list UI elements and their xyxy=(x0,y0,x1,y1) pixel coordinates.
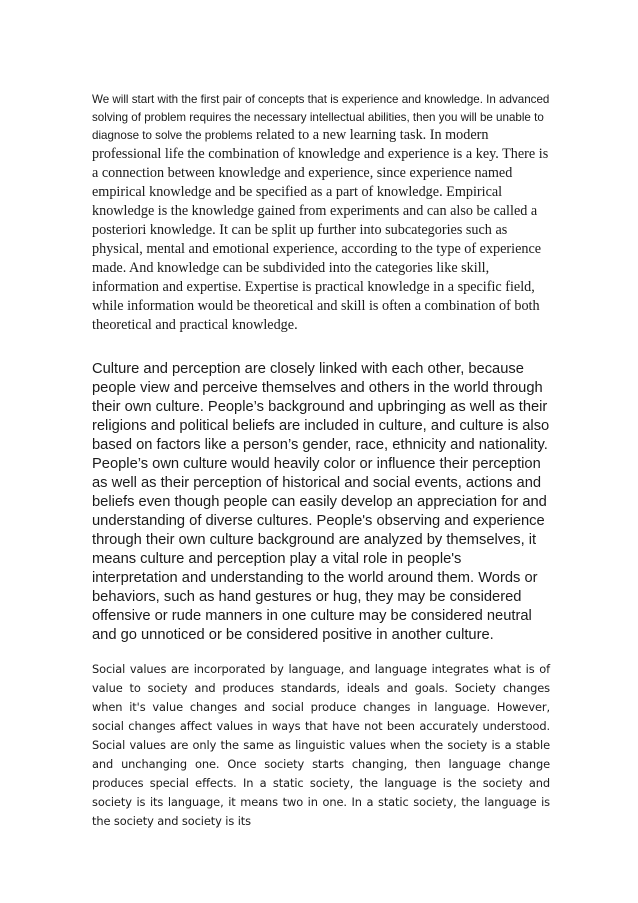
paragraph-social-values: Social values are incorporated by language, and language integrates what is of value to society and produces standards, ideals and goals. Society changes when it's value changes and social produce changes in language. However, social changes affect values in ways that have not been accurately understood. Social values are only the same as linguistic values when the society is a stable and unchanging one. Once society starts changing, then language change produces special effects. In a static society, the language is the society and society is its language, it means two in one. In a static society, the language is the society and society is its xyxy=(92,662,550,828)
paragraph-1-body: related to a new learning task. In modern professional life the combination of knowledge and experience is a key. There is a connection between knowledge and experience, since experience named empirical knowledge and be specified as a part of knowledge. Empirical knowledge is the knowledge gained from experiments and can also be called a posteriori knowledge. It can be split up further into subcategories such as physical, mental and emotional experience, according to the type of experience made. And knowledge can be subdivided into the categories like skill, information and expertise. Expertise is practical knowledge in a specific field, while information would be theoretical and skill is often a combination of both theoretical and practical knowledge. xyxy=(92,127,549,333)
document-page xyxy=(92,90,550,831)
paragraph-1-lead: We will start with the first pair of concepts that is experience and knowledge. In advanced solving of problem requires the necessary intellectual abilities, then you will be unable to diagnose to solve the problems xyxy=(92,93,550,142)
paragraph-culture-perception: Culture and perception are closely linked with each other, because people view and perceive themselves and others in the world through their own culture. People’s background and upbringing as well as their religions and political beliefs are included in culture, and culture is also based on factors like a person’s gender, race, ethnicity and nationality. People’s own culture would heavily color or influence their perception as well as their perception of historical and social events, actions and beliefs even though people can easily develop an appreciation for and understanding of diverse cultures. People's observing and experience through their own culture background are analyzed by themselves, it means culture and perception play a vital role in people's interpretation and understanding to the world around them. Words or behaviors, such as hand gestures or hug, they may be considered offensive or rude manners in one culture may be considered neutral and go unnoticed or be considered positive in another culture. xyxy=(92,361,550,643)
paragraph-experience-knowledge xyxy=(92,90,550,335)
